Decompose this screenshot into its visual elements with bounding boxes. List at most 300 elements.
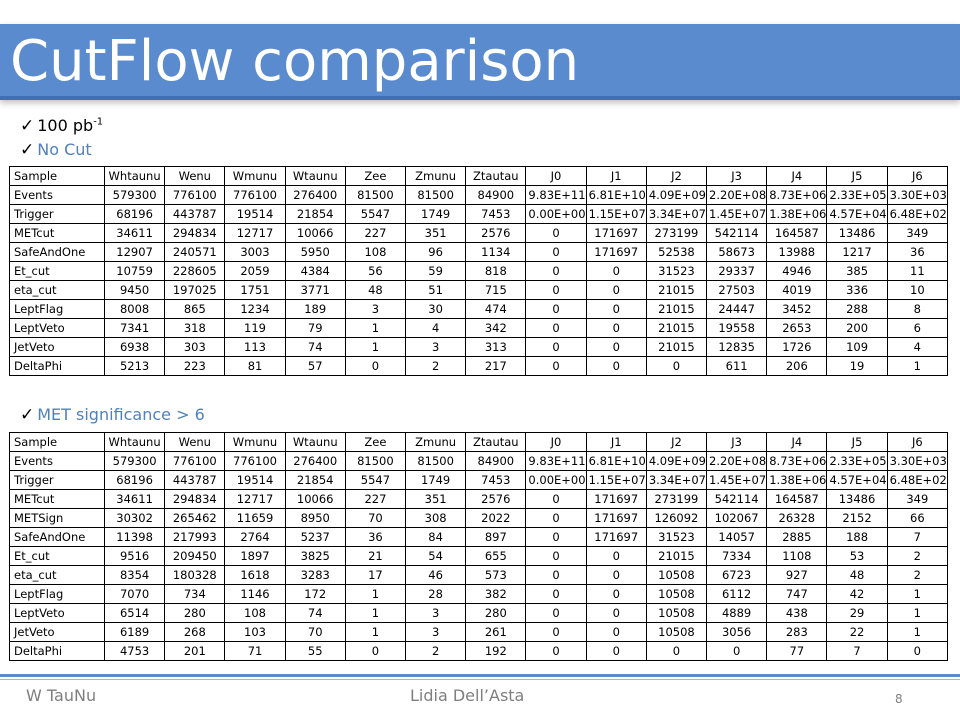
- table-cell: 865: [165, 300, 225, 319]
- table-cell: 351: [406, 224, 466, 243]
- table-cell: 11659: [225, 509, 285, 528]
- footer-author: Lidia Dell’Asta: [410, 686, 525, 705]
- table-cell: 52538: [646, 243, 706, 262]
- table-cell: 349: [887, 490, 947, 509]
- table-cell: 21015: [646, 319, 706, 338]
- bullet-luminosity: [20, 116, 103, 136]
- table-cell: 74: [285, 338, 345, 357]
- table-cell: 68196: [105, 205, 165, 224]
- table-cell: 81500: [406, 186, 466, 205]
- table-cell: 81500: [406, 452, 466, 471]
- table-cell: 21015: [646, 281, 706, 300]
- row-label: LeptFlag: [10, 300, 105, 319]
- table-cell: 818: [466, 262, 526, 281]
- table-cell: 36: [345, 528, 405, 547]
- table-cell: 6.48E+02: [887, 471, 947, 490]
- table-cell: 294834: [165, 490, 225, 509]
- table-cell: 12907: [105, 243, 165, 262]
- table-cell: 655: [466, 547, 526, 566]
- column-header: Whtaunu: [105, 433, 165, 452]
- table-cell: 51: [406, 281, 466, 300]
- table-cell: 927: [767, 566, 827, 585]
- table-cell: 2.33E+05: [827, 452, 887, 471]
- table-cell: 12835: [707, 338, 767, 357]
- table-cell: 10: [887, 281, 947, 300]
- table-cell: 734: [165, 585, 225, 604]
- column-header: J6: [887, 167, 947, 186]
- table-row: [10, 509, 948, 528]
- table-cell: 0: [526, 357, 586, 376]
- table-cell: 6723: [707, 566, 767, 585]
- table-cell: 4.57E+04: [827, 471, 887, 490]
- table-row: [10, 186, 948, 205]
- table-cell: 0: [526, 642, 586, 661]
- table-cell: 351: [406, 490, 466, 509]
- table-cell: 280: [165, 604, 225, 623]
- table-cell: 0: [526, 623, 586, 642]
- table-cell: 1: [345, 623, 405, 642]
- table-cell: 180328: [165, 566, 225, 585]
- table-row: [10, 205, 948, 224]
- column-header: J5: [827, 167, 887, 186]
- table-cell: 1751: [225, 281, 285, 300]
- table-cell: 36: [887, 243, 947, 262]
- table-cell: 0: [586, 357, 646, 376]
- table-cell: 1217: [827, 243, 887, 262]
- table-cell: 1146: [225, 585, 285, 604]
- table-cell: 9.83E+11: [526, 186, 586, 205]
- table-cell: 171697: [586, 224, 646, 243]
- row-label: Et_cut: [10, 547, 105, 566]
- footer-left: W TauNu: [26, 686, 97, 705]
- table-cell: 9450: [105, 281, 165, 300]
- table-cell: 227: [345, 490, 405, 509]
- table-cell: 192: [466, 642, 526, 661]
- table-cell: 108: [345, 243, 405, 262]
- table-row: [10, 319, 948, 338]
- table-cell: 0: [586, 623, 646, 642]
- table-cell: 5237: [285, 528, 345, 547]
- table-cell: 0: [526, 528, 586, 547]
- table-cell: 17: [345, 566, 405, 585]
- table-cell: 5547: [345, 471, 405, 490]
- table-cell: 42: [827, 585, 887, 604]
- footer-divider: [0, 674, 960, 677]
- table-cell: 4.09E+09: [646, 186, 706, 205]
- table-cell: 273199: [646, 224, 706, 243]
- table-cell: 0: [526, 490, 586, 509]
- checkmark-icon: ✓: [20, 140, 35, 160]
- table-cell: 217993: [165, 528, 225, 547]
- row-label: LeptVeto: [10, 604, 105, 623]
- table-cell: 385: [827, 262, 887, 281]
- table-cell: 10759: [105, 262, 165, 281]
- table-row: [10, 547, 948, 566]
- row-label: LeptVeto: [10, 319, 105, 338]
- table-cell: 776100: [225, 452, 285, 471]
- table-cell: 113: [225, 338, 285, 357]
- table-row: [10, 281, 948, 300]
- table-cell: 7: [887, 528, 947, 547]
- table-cell: 1: [887, 357, 947, 376]
- table-cell: 1: [345, 585, 405, 604]
- column-header: J4: [767, 167, 827, 186]
- lumi-exponent: -1: [93, 116, 104, 128]
- table-cell: 342: [466, 319, 526, 338]
- table-header-row: [10, 433, 948, 452]
- column-header: Wenu: [165, 167, 225, 186]
- table-cell: 84900: [466, 186, 526, 205]
- table-cell: 1: [887, 623, 947, 642]
- table-cell: 171697: [586, 490, 646, 509]
- table-cell: 542114: [707, 490, 767, 509]
- table-cell: 164587: [767, 224, 827, 243]
- table-row: [10, 452, 948, 471]
- table-cell: 4.57E+04: [827, 205, 887, 224]
- column-header: J5: [827, 433, 887, 452]
- table-row: [10, 300, 948, 319]
- table-cell: 21015: [646, 300, 706, 319]
- table-cell: 3: [406, 623, 466, 642]
- table-cell: 0: [526, 566, 586, 585]
- table-cell: 2.33E+05: [827, 186, 887, 205]
- table-cell: 1.15E+07: [586, 205, 646, 224]
- table-cell: 1749: [406, 471, 466, 490]
- table-cell: 443787: [165, 205, 225, 224]
- table-cell: 443787: [165, 471, 225, 490]
- table-cell: 10508: [646, 566, 706, 585]
- table-cell: 77: [767, 642, 827, 661]
- table-cell: 70: [285, 623, 345, 642]
- table-cell: 0: [526, 281, 586, 300]
- table-cell: 1.45E+07: [707, 205, 767, 224]
- table-cell: 29337: [707, 262, 767, 281]
- table-cell: 7453: [466, 205, 526, 224]
- table-row: [10, 623, 948, 642]
- table-cell: 0: [586, 604, 646, 623]
- table-cell: 108: [225, 604, 285, 623]
- table-cell: 0: [345, 357, 405, 376]
- table-cell: 0: [646, 357, 706, 376]
- table-cell: 10066: [285, 490, 345, 509]
- bullet-no-cut: [20, 140, 92, 160]
- table-cell: 21854: [285, 471, 345, 490]
- table-cell: 21854: [285, 205, 345, 224]
- table-cell: 201: [165, 642, 225, 661]
- table-cell: 294834: [165, 224, 225, 243]
- table-cell: 9.83E+11: [526, 452, 586, 471]
- table-cell: 0: [526, 604, 586, 623]
- table-cell: 579300: [105, 186, 165, 205]
- table-cell: 34611: [105, 490, 165, 509]
- table-cell: 2.20E+08: [707, 452, 767, 471]
- table-row: [10, 604, 948, 623]
- table-cell: 5547: [345, 205, 405, 224]
- table-cell: 3.34E+07: [646, 205, 706, 224]
- table-cell: 206: [767, 357, 827, 376]
- table-row: [10, 262, 948, 281]
- table-cell: 14057: [707, 528, 767, 547]
- table-cell: 474: [466, 300, 526, 319]
- column-header: J4: [767, 433, 827, 452]
- table-cell: 261: [466, 623, 526, 642]
- table-cell: 1726: [767, 338, 827, 357]
- table-cell: 84: [406, 528, 466, 547]
- table-cell: 8354: [105, 566, 165, 585]
- table-cell: 6: [887, 319, 947, 338]
- column-header: Wenu: [165, 433, 225, 452]
- table-cell: 280: [466, 604, 526, 623]
- table-cell: 22: [827, 623, 887, 642]
- lumi-value: 100 pb: [37, 116, 94, 135]
- table-cell: 12717: [225, 490, 285, 509]
- table-cell: 8950: [285, 509, 345, 528]
- row-label: SafeAndOne: [10, 243, 105, 262]
- table-cell: 24447: [707, 300, 767, 319]
- table-cell: 74: [285, 604, 345, 623]
- table-cell: 29: [827, 604, 887, 623]
- table-cell: 0: [586, 281, 646, 300]
- table-cell: 1.38E+06: [767, 205, 827, 224]
- table-cell: 2059: [225, 262, 285, 281]
- table-cell: 19558: [707, 319, 767, 338]
- table-cell: 276400: [285, 186, 345, 205]
- table-cell: 13486: [827, 490, 887, 509]
- table-cell: 10508: [646, 623, 706, 642]
- table-cell: 10508: [646, 585, 706, 604]
- column-header: Wtaunu: [285, 167, 345, 186]
- table-cell: 2.20E+08: [707, 186, 767, 205]
- table-cell: 2152: [827, 509, 887, 528]
- table-row: [10, 471, 948, 490]
- table-cell: 2576: [466, 490, 526, 509]
- table-cell: 303: [165, 338, 225, 357]
- table-cell: 10508: [646, 604, 706, 623]
- table-cell: 0.00E+00: [526, 471, 586, 490]
- row-label: LeptFlag: [10, 585, 105, 604]
- table-cell: 349: [887, 224, 947, 243]
- table-cell: 31523: [646, 528, 706, 547]
- table-cell: 0: [526, 300, 586, 319]
- table-cell: 268: [165, 623, 225, 642]
- table-cell: 58673: [707, 243, 767, 262]
- column-header: J0: [526, 167, 586, 186]
- table-cell: 0: [586, 338, 646, 357]
- table-cell: 1134: [466, 243, 526, 262]
- table-cell: 1108: [767, 547, 827, 566]
- column-header: Ztautau: [466, 167, 526, 186]
- table-cell: 30: [406, 300, 466, 319]
- table-cell: 79: [285, 319, 345, 338]
- table-cell: 57: [285, 357, 345, 376]
- table-cell: 2653: [767, 319, 827, 338]
- met-significance-label: MET significance > 6: [37, 405, 205, 424]
- table-cell: 227: [345, 224, 405, 243]
- row-label: Trigger: [10, 471, 105, 490]
- table-cell: 209450: [165, 547, 225, 566]
- table-cell: 3.30E+03: [887, 452, 947, 471]
- row-label: METSign: [10, 509, 105, 528]
- table-cell: 1897: [225, 547, 285, 566]
- table-cell: 715: [466, 281, 526, 300]
- table-cell: 308: [406, 509, 466, 528]
- table-cell: 171697: [586, 243, 646, 262]
- table-cell: 4: [887, 338, 947, 357]
- table-row: [10, 224, 948, 243]
- table-cell: 3003: [225, 243, 285, 262]
- table-cell: 3.30E+03: [887, 186, 947, 205]
- table-cell: 1749: [406, 205, 466, 224]
- table-cell: 8008: [105, 300, 165, 319]
- table-cell: 6189: [105, 623, 165, 642]
- row-label: METcut: [10, 224, 105, 243]
- table-row: [10, 490, 948, 509]
- table-cell: 0.00E+00: [526, 205, 586, 224]
- table-cell: 0: [586, 566, 646, 585]
- table-cell: 71: [225, 642, 285, 661]
- column-header: J0: [526, 433, 586, 452]
- table-cell: 189: [285, 300, 345, 319]
- table-header-row: [10, 167, 948, 186]
- row-label: DeltaPhi: [10, 357, 105, 376]
- table-cell: 0: [586, 547, 646, 566]
- table-cell: 31523: [646, 262, 706, 281]
- column-header: Wmunu: [225, 167, 285, 186]
- table-cell: 228605: [165, 262, 225, 281]
- table-cell: 0: [526, 319, 586, 338]
- table-cell: 68196: [105, 471, 165, 490]
- column-header: Ztautau: [466, 433, 526, 452]
- table-cell: 240571: [165, 243, 225, 262]
- table-cell: 70: [345, 509, 405, 528]
- table-cell: 4: [406, 319, 466, 338]
- table-cell: 1: [345, 338, 405, 357]
- table-cell: 1.45E+07: [707, 471, 767, 490]
- slide-title: CutFlow comparison: [10, 29, 580, 94]
- table-cell: 7453: [466, 471, 526, 490]
- table-cell: 0: [526, 224, 586, 243]
- table-cell: 283: [767, 623, 827, 642]
- row-label: JetVeto: [10, 338, 105, 357]
- table-cell: 172: [285, 585, 345, 604]
- table-cell: 1: [887, 585, 947, 604]
- no-cut-label: No Cut: [37, 140, 92, 159]
- table-cell: 0: [887, 642, 947, 661]
- table-cell: 13988: [767, 243, 827, 262]
- cutflow-table-met-significance: [9, 432, 948, 661]
- table-cell: 2: [406, 642, 466, 661]
- table-cell: 1618: [225, 566, 285, 585]
- row-label: Trigger: [10, 205, 105, 224]
- table-cell: 0: [586, 642, 646, 661]
- table-cell: 4753: [105, 642, 165, 661]
- table-cell: 7334: [707, 547, 767, 566]
- table-cell: 6.81E+10: [586, 452, 646, 471]
- table-cell: 164587: [767, 490, 827, 509]
- table-cell: 313: [466, 338, 526, 357]
- table-cell: 96: [406, 243, 466, 262]
- table-cell: 579300: [105, 452, 165, 471]
- table-cell: 1: [887, 604, 947, 623]
- table-cell: 897: [466, 528, 526, 547]
- row-label: eta_cut: [10, 566, 105, 585]
- table-cell: 3: [406, 338, 466, 357]
- table-cell: 611: [707, 357, 767, 376]
- table-cell: 273199: [646, 490, 706, 509]
- column-header: Whtaunu: [105, 167, 165, 186]
- table-cell: 0: [345, 642, 405, 661]
- table-cell: 171697: [586, 528, 646, 547]
- table-row: [10, 357, 948, 376]
- table-cell: 438: [767, 604, 827, 623]
- column-header: J2: [646, 433, 706, 452]
- table-cell: 0: [586, 300, 646, 319]
- table-cell: 2764: [225, 528, 285, 547]
- table-cell: 8.73E+06: [767, 452, 827, 471]
- table-cell: 3: [406, 604, 466, 623]
- table-row: [10, 642, 948, 661]
- table-cell: 4384: [285, 262, 345, 281]
- table-cell: 0: [586, 319, 646, 338]
- table-cell: 109: [827, 338, 887, 357]
- table-cell: 6514: [105, 604, 165, 623]
- table-cell: 3283: [285, 566, 345, 585]
- table-cell: 0: [646, 642, 706, 661]
- table-cell: 0: [526, 338, 586, 357]
- table-cell: 3.34E+07: [646, 471, 706, 490]
- row-label: JetVeto: [10, 623, 105, 642]
- table-cell: 747: [767, 585, 827, 604]
- column-header: Zee: [345, 433, 405, 452]
- column-header: J1: [586, 433, 646, 452]
- table-cell: 27503: [707, 281, 767, 300]
- column-header: J3: [707, 167, 767, 186]
- table-cell: 28: [406, 585, 466, 604]
- table-cell: 1234: [225, 300, 285, 319]
- table-cell: 776100: [165, 452, 225, 471]
- table-cell: 2: [406, 357, 466, 376]
- table-row: [10, 243, 948, 262]
- table-cell: 776100: [225, 186, 285, 205]
- table-cell: 8: [887, 300, 947, 319]
- table-cell: 10066: [285, 224, 345, 243]
- table-cell: 5950: [285, 243, 345, 262]
- column-header: J6: [887, 433, 947, 452]
- table-cell: 5213: [105, 357, 165, 376]
- table-cell: 0: [526, 243, 586, 262]
- table-cell: 3771: [285, 281, 345, 300]
- table-cell: 188: [827, 528, 887, 547]
- cutflow-table-no-cut: [9, 166, 948, 376]
- table-cell: 1.38E+06: [767, 471, 827, 490]
- row-label: eta_cut: [10, 281, 105, 300]
- table-cell: 573: [466, 566, 526, 585]
- table-cell: 56: [345, 262, 405, 281]
- column-header: Wmunu: [225, 433, 285, 452]
- table-cell: 3: [345, 300, 405, 319]
- table-cell: 0: [526, 509, 586, 528]
- table-cell: 1: [345, 319, 405, 338]
- table-cell: 1: [345, 604, 405, 623]
- table-cell: 3452: [767, 300, 827, 319]
- table-cell: 21: [345, 547, 405, 566]
- table-cell: 103: [225, 623, 285, 642]
- table-cell: 2: [887, 547, 947, 566]
- table-cell: 54: [406, 547, 466, 566]
- table-cell: 6.81E+10: [586, 186, 646, 205]
- table-cell: 7: [827, 642, 887, 661]
- table-cell: 223: [165, 357, 225, 376]
